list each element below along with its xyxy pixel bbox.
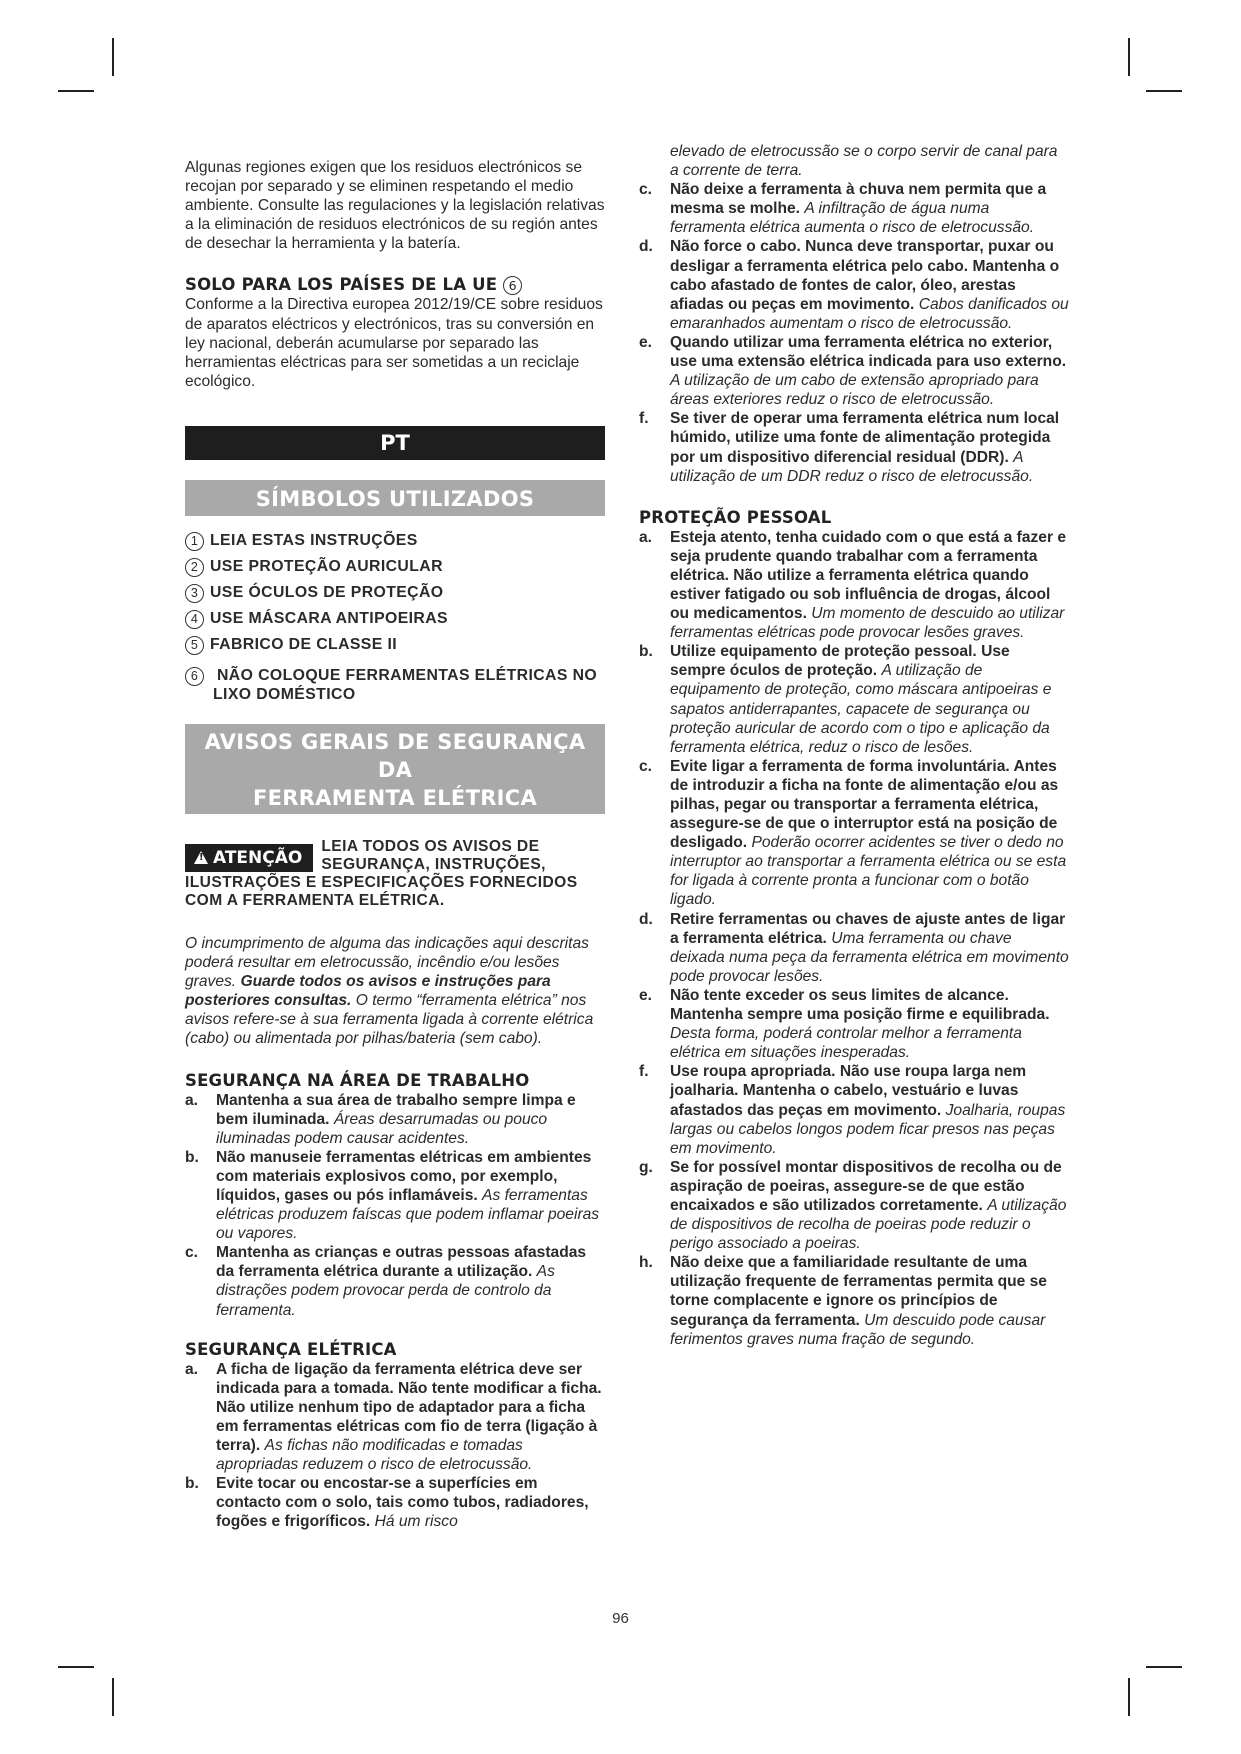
list-item-italic-text: Desta forma, poderá controlar melhor a ferramenta elétrica em situações inesperadas.: [670, 1025, 1022, 1062]
symbol-number: 3: [185, 584, 204, 603]
symbol-number: 4: [185, 610, 204, 629]
list-item: [185, 1243, 605, 1319]
symbol-text: LEIA ESTAS INSTRUÇÕES: [210, 531, 418, 549]
symbol-item: [185, 528, 605, 554]
attention-badge: [185, 844, 313, 872]
list-item-italic-text: A utilização de um DDR reduz o risco de eletrocussão.: [670, 448, 1034, 485]
list-item-label: g.: [639, 1158, 653, 1176]
attention-text: LEIA TODOS OS AVISOS DE SEGURANÇA, INSTRUÇÕES, ILUSTRAÇÕES E ESPECIFICAÇÕES FORNECIDOS COM A FERRAMENTA ELÉTRICA.: [185, 837, 578, 909]
symbol-number: 1: [185, 532, 204, 551]
list-item-bold-text: Não tente exceder os seus limites de alcance. Mantenha sempre uma posição firme e equilibrada.: [670, 986, 1050, 1024]
list-item-bold-text: Se for possível montar dispositivos de recolha ou de aspiração de poeiras, assegure-se de que estão encaixados e são utilizados corretamente.: [670, 1158, 1062, 1214]
list-item-bold-text: Evite ligar a ferramenta de forma involuntária. Antes de introduzir a ficha na fonte de alimentação e/ou as pilhas, pegar ou transportar a ferramenta elétrica, assegure-se de que o interruptor está na posição de desligado.: [670, 757, 1059, 852]
list-item-label: a.: [185, 1360, 199, 1378]
attention-badge-label: ATENÇÃO: [213, 847, 303, 868]
list-item-bold-text: Utilize equipamento de proteção pessoal. Use sempre óculos de proteção.: [670, 643, 1010, 680]
list-item-bold-text: A ficha de ligação da ferramenta elétrica deve ser indicada para a tomada. Não tente modificar a ficha. Não utilize nenhum tipo de adaptador para a ficha em ferramentas elétricas com fio de terra (ligação à terra).: [216, 1360, 602, 1454]
list-item: [639, 1062, 1069, 1157]
list-item-italic-text: As fichas não modificadas e tomadas apropriadas reduzem o risco de eletrocussão.: [216, 1437, 533, 1474]
list-item-bold-text: Use roupa apropriada. Não use roupa larga nem joalharia. Mantenha o cabelo, vestuário e luvas afastados das peças em movimento.: [670, 1063, 1027, 1119]
list-item-bold-text: Mantenha as crianças e outras pessoas afastadas da ferramenta elétrica durante a utilização.: [216, 1244, 587, 1281]
symbol-item: [185, 666, 605, 704]
list-item: [185, 1360, 605, 1475]
list-item-italic-text: As ferramentas elétricas produzem faíscas que podem inflamar poeiras ou vapores.: [216, 1186, 600, 1243]
language-bar: PT: [185, 426, 605, 460]
list-item-bold-text: Quando utilizar uma ferramenta elétrica no exterior, use uma extensão elétrica indicada para uso externo.: [670, 333, 1067, 371]
crop-mark: [1146, 90, 1182, 92]
list-item-bold-text: Não manuseie ferramentas elétricas em ambientes com materiais explosivos como, por exemplo, líquidos, gases ou pós inflamáveis.: [216, 1148, 592, 1204]
list-item: [185, 1091, 605, 1148]
list-item: [639, 237, 1069, 332]
crop-mark: [58, 1666, 94, 1668]
page-number: 96: [612, 1610, 629, 1627]
electrical-list: [185, 1360, 605, 1532]
symbol-text: FABRICO DE CLASSE II: [210, 635, 398, 653]
list-item-italic-text: As distrações podem provocar perda de controlo da ferramenta.: [216, 1263, 555, 1319]
symbol-number: 6: [185, 667, 204, 686]
list-item-label: b.: [639, 643, 653, 661]
crop-mark: [1128, 38, 1130, 76]
warnings-heading-line: FERRAMENTA ELÉTRICA: [252, 785, 538, 810]
crop-mark: [112, 38, 114, 76]
eu-heading-text: SOLO PARA LOS PAÍSES DE LA UE: [185, 275, 498, 295]
crop-mark: [1146, 1666, 1182, 1668]
list-item: [639, 757, 1069, 910]
symbol-text: NÃO COLOQUE FERRAMENTAS ELÉTRICAS NO LIXO DOMÉSTICO: [213, 666, 598, 703]
eu-paragraph: Conforme a la Directiva europea 2012/19/CE sobre residuos de aparatos eléctricos y electrónicos, tras su conversión en ley nacional, deberán acumularse por separado las herramientas eléctricas para ser sometidas a un reciclaje ecológico.: [185, 296, 603, 390]
crop-mark: [1128, 1678, 1130, 1716]
eu-heading: [185, 275, 605, 295]
list-item-bold-text: Evite tocar ou encostar-se a superfícies em contacto com o solo, tais como tubos, radiadores, fogões e frigoríficos.: [216, 1475, 589, 1531]
list-item: [639, 333, 1069, 409]
list-item-bold-text: Não deixe que a familiaridade resultante de uma utilização frequente de ferramentas permita que se torne complacente e ignore os princípios de segurança da ferramenta.: [670, 1254, 1047, 1329]
crop-mark: [112, 1678, 114, 1716]
list-item-italic-text: Uma ferramenta ou chave deixada numa peça da ferramenta elétrica em movimento pode provocar lesões.: [670, 929, 1069, 985]
electrical-list: [639, 180, 1069, 486]
list-item: [639, 1158, 1069, 1253]
warning-paragraph: [185, 934, 605, 1049]
warning-bold-text: Guarde todos os avisos e instruções para posteriores consultas.: [185, 973, 551, 1010]
list-item-bold-text: Se tiver de operar uma ferramenta elétrica num local húmido, utilize uma fonte de alimentação protegida por um dispositivo diferencial residual (DDR).: [670, 410, 1060, 466]
intro-paragraph: Algunas regiones exigen que los residuos electrónicos se recojan por separado y se eliminen respetando el medio ambiente. Consulte las regulaciones y la legislación relativas a la eliminación de residuos electrónicos de su región antes de desechar la herramienta y la batería.: [185, 159, 605, 253]
list-item-italic-text: Um descuido pode causar ferimentos graves numa fração de segundo.: [670, 1311, 1046, 1348]
electrical-heading: SEGURANÇA ELÉTRICA: [185, 1339, 397, 1359]
list-item-bold-text: Não deixe a ferramenta à chuva nem permita que a mesma se molhe.: [670, 181, 1047, 218]
work-area-heading: SEGURANÇA NA ÁREA DE TRABALHO: [185, 1070, 530, 1090]
work-area-list: [185, 1091, 605, 1320]
list-item-italic-text: Joalharia, roupas largas ou cabelos longos podem ficar presos nas peças em movimento.: [670, 1101, 1066, 1157]
symbol-item: [185, 580, 605, 606]
symbol-text: USE MÁSCARA ANTIPOEIRAS: [210, 609, 448, 627]
list-item-italic-text: Há um risco: [374, 1513, 458, 1531]
symbol-item: [185, 554, 605, 580]
crop-mark: [58, 90, 94, 92]
list-item-label: e.: [639, 333, 653, 351]
list-item-label: b.: [185, 1475, 199, 1493]
list-item: [639, 910, 1069, 986]
list-item-label: c.: [639, 181, 653, 199]
symbols-heading: SÍMBOLOS UTILIZADOS: [185, 480, 605, 516]
list-item-bold-text: Esteja atento, tenha cuidado com o que está a fazer e seja prudente quando trabalhar com a ferramenta elétrica. Não utilize a ferramenta elétrica quando estiver fatigado ou sob influência de drogas, álcool ou medicamentos.: [670, 528, 1067, 623]
personal-heading: PROTEÇÃO PESSOAL: [639, 507, 832, 527]
list-item-italic-text: A utilização de dispositivos de recolha de poeiras pode reduzir o perigo associado a poeiras.: [670, 1196, 1067, 1253]
list-item: [185, 1474, 605, 1531]
list-item-bold-text: Não force o cabo. Nunca deve transportar, puxar ou desligar a ferramenta elétrica pelo cabo. Mantenha o cabo afastado de fontes de calor, óleo, arestas afiadas ou peças em movimento.: [670, 238, 1060, 313]
list-item-italic-text: Áreas desarrumadas ou pouco iluminadas podem causar acidentes.: [216, 1110, 548, 1147]
list-item: [639, 180, 1069, 237]
symbol-number: 5: [185, 636, 204, 655]
list-item-label: c.: [185, 1244, 199, 1262]
warning-text: O incumprimento de alguma das indicações aqui descritas poderá resultar em eletrocussão, incêndio e/ou lesões graves.: [185, 934, 589, 991]
list-item-label: d.: [639, 910, 653, 928]
list-item: [185, 1148, 605, 1243]
right-column: [639, 142, 1069, 1349]
warning-triangle-icon: [194, 851, 208, 864]
list-item-bold-text: Retire ferramentas ou chaves de ajuste antes de ligar a ferramenta elétrica.: [670, 910, 1066, 947]
symbol-number: 2: [185, 558, 204, 577]
list-item-label: a.: [639, 528, 653, 546]
list-item: [639, 528, 1069, 643]
list-item-italic-text: Poderão ocorrer acidentes se tiver o dedo no interruptor ao transportar a ferramenta elétrica ou se esta for ligada à corrente pronta a funcionar com o botão ligado.: [670, 834, 1067, 909]
list-item: [639, 642, 1069, 757]
list-item-italic-text: Um momento de descuido ao utilizar ferramentas elétricas pode provocar lesões graves.: [670, 605, 1065, 642]
list-item-italic-text: A infiltração de água numa ferramenta elétrica aumenta o risco de eletrocussão.: [670, 200, 1035, 237]
symbols-list: [185, 528, 605, 704]
list-item-label: h.: [639, 1254, 653, 1272]
warnings-heading: [185, 724, 605, 814]
list-item-label: d.: [639, 238, 653, 256]
symbol-item: [185, 632, 605, 658]
list-item-label: a.: [185, 1091, 199, 1109]
symbol-text: USE ÓCULOS DE PROTEÇÃO: [210, 583, 444, 601]
left-column: [185, 158, 605, 1531]
symbol-number: 6: [503, 276, 522, 295]
list-item-bold-text: Mantenha a sua área de trabalho sempre limpa e bem iluminada.: [216, 1091, 576, 1128]
list-item-label: c.: [639, 757, 653, 775]
list-item: [639, 409, 1069, 485]
symbol-item: [185, 606, 605, 632]
list-item-italic-text: Cabos danificados ou emaranhados aumentam o risco de eletrocussão.: [670, 295, 1069, 332]
personal-list: [639, 528, 1069, 1349]
list-item-italic-text: A utilização de equipamento de proteção, como máscara antipoeiras e sapatos antiderrapantes, capacete de segurança ou proteção auricular de acordo com o tipo e aplicação da ferramenta elétrica, reduz o risco de lesões.: [670, 662, 1052, 756]
list-item-label: b.: [185, 1148, 199, 1166]
list-item-label: f.: [639, 410, 649, 428]
list-item-italic-text: A utilização de um cabo de extensão apropriado para áreas exteriores reduz o risco de eletrocussão.: [670, 372, 1039, 409]
list-item-label: f.: [639, 1063, 649, 1081]
attention-block: [185, 838, 605, 910]
warning-text: O termo “ferramenta elétrica” nos avisos refere-se à sua ferramenta ligada à corrente elétrica (cabo) ou alimentada por pilhas/bateria (sem cabo).: [185, 992, 594, 1048]
list-item-label: e.: [639, 986, 653, 1004]
symbol-text: USE PROTEÇÃO AURICULAR: [210, 557, 443, 575]
continuation-text: elevado de eletrocussão se o corpo servir de canal para a corrente de terra.: [670, 143, 1058, 180]
list-item: [639, 986, 1069, 1062]
warnings-heading-line: AVISOS GERAIS DE SEGURANÇA DA: [204, 729, 586, 782]
list-item: [639, 1253, 1069, 1348]
